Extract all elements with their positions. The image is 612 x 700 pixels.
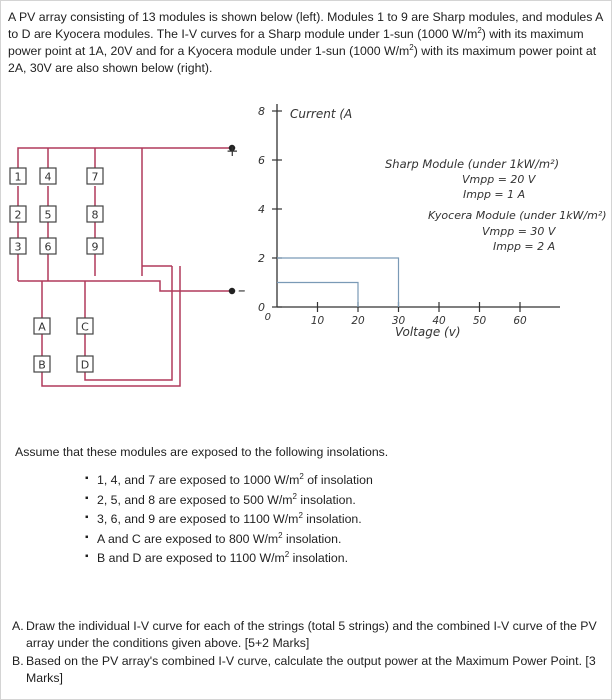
kyocera-vmpp: Vmpp = 30 V [482, 225, 556, 238]
negative-label: – [238, 281, 246, 299]
question-marker: A. [12, 619, 24, 633]
module-label: 2 [14, 208, 22, 222]
module-d [77, 356, 93, 372]
module-4 [40, 168, 56, 184]
x-tick-label: 10 [310, 315, 325, 327]
insolation-item: ▪ 3, 6, and 9 are exposed to 1100 $W/m^2$ insolation. [85, 512, 373, 532]
question-marker: B. [12, 654, 24, 668]
x-tick-label: 60 [513, 315, 527, 327]
y-tick-label: 8 [258, 105, 265, 118]
sharp-impp: Impp = 1 A [463, 188, 526, 201]
question-text: Draw the individual I-V curve for each of the strings (total 5 strings) and the combined I-V curve of the PV array under the conditions given above. [5+2 Marks] [26, 619, 597, 650]
module-label: B [38, 358, 46, 372]
module-7 [87, 168, 103, 184]
x-tick-label: 20 [351, 315, 365, 327]
question-item [12, 618, 608, 652]
assume-text: Assume that these modules are exposed to the following insolations. [15, 445, 389, 459]
negative-terminal [230, 289, 235, 294]
module-label: 9 [91, 240, 99, 254]
insolation-item: ▪ B and D are exposed to 1100 $W/m^2$ insolation. [85, 551, 373, 571]
insolation-item: ▪ A and C are exposed to 800 $W/m^2$ insolation. [85, 532, 373, 552]
insolation-list [85, 473, 373, 571]
module-label: 6 [44, 240, 52, 254]
pv-figure [0, 96, 612, 406]
x-tick-label: 30 [391, 315, 406, 327]
problem-intro: A PV array consisting of 13 modules is shown below (left). Modules 1 to 9 are Sharp modules, and modules A to D are Kyocera modules. The I-V curves for a Sharp module under 1-sun (1000 $W/m^2$) with its maximum power point at 1A, 20V and for a Kyocera module under 1-sun (1000 $W/m^2$) with its maximum power point at 2A, 30V are also shown below (right). [8, 10, 603, 75]
sharp-title: Sharp Module (under 1kW/m²) [385, 157, 560, 171]
module-label: 4 [44, 170, 52, 184]
module-label: 7 [91, 170, 99, 184]
module-1 [10, 168, 26, 184]
sharp-vmpp: Vmpp = 20 V [462, 173, 536, 186]
question-item [12, 653, 608, 687]
module-9 [87, 238, 103, 254]
module-8 [87, 206, 103, 222]
negative-bus [18, 281, 232, 291]
insolation-item: ▪ 1, 4, and 7 are exposed to 1000 $W/m^2$ of insolation [85, 473, 373, 493]
module-b [34, 356, 50, 372]
x-axis-label: Voltage (v) [395, 325, 461, 339]
y-axis-label: Current (A [290, 107, 353, 121]
module-6 [40, 238, 56, 254]
string-wire-far [142, 168, 172, 276]
positive-bus [18, 148, 232, 168]
origin-label: 0 [264, 312, 271, 323]
question-list [12, 618, 608, 688]
y-tick-label: 0 [258, 301, 265, 314]
x-ticks [265, 302, 527, 327]
module-3 [10, 238, 26, 254]
x-tick-label: 50 [472, 315, 487, 327]
module-label: A [38, 320, 46, 334]
module-a [34, 318, 50, 334]
module-2 [10, 206, 26, 222]
insolation-item: ▪ 2, 5, and 8 are exposed to 500 $W/m^2$ insolation. [85, 493, 373, 513]
module-5 [40, 206, 56, 222]
module-label: 3 [14, 240, 22, 254]
positive-taps [48, 148, 142, 168]
y-tick-label: 6 [258, 154, 265, 167]
question-text: Based on the PV array's combined I-V curve, calculate the output power at the Maximum Power Point. [3 Marks] [26, 654, 596, 685]
module-boxes [10, 168, 103, 372]
module-label: 1 [14, 170, 22, 184]
y-tick-label: 2 [258, 252, 265, 265]
iv-plot [258, 104, 607, 339]
kyocera-title: Kyocera Module (under 1kW/m²) [428, 209, 607, 222]
positive-label: + [226, 142, 239, 160]
module-label: C [81, 320, 89, 334]
kyocera-impp: Impp = 2 A [493, 240, 556, 253]
module-c [77, 318, 93, 334]
module-label: 5 [44, 208, 52, 222]
kyocera-wire-2 [85, 266, 172, 380]
module-label: D [80, 358, 90, 372]
y-tick-label: 4 [258, 203, 265, 216]
x-tick-label: 40 [432, 315, 446, 327]
module-label: 8 [91, 208, 99, 222]
